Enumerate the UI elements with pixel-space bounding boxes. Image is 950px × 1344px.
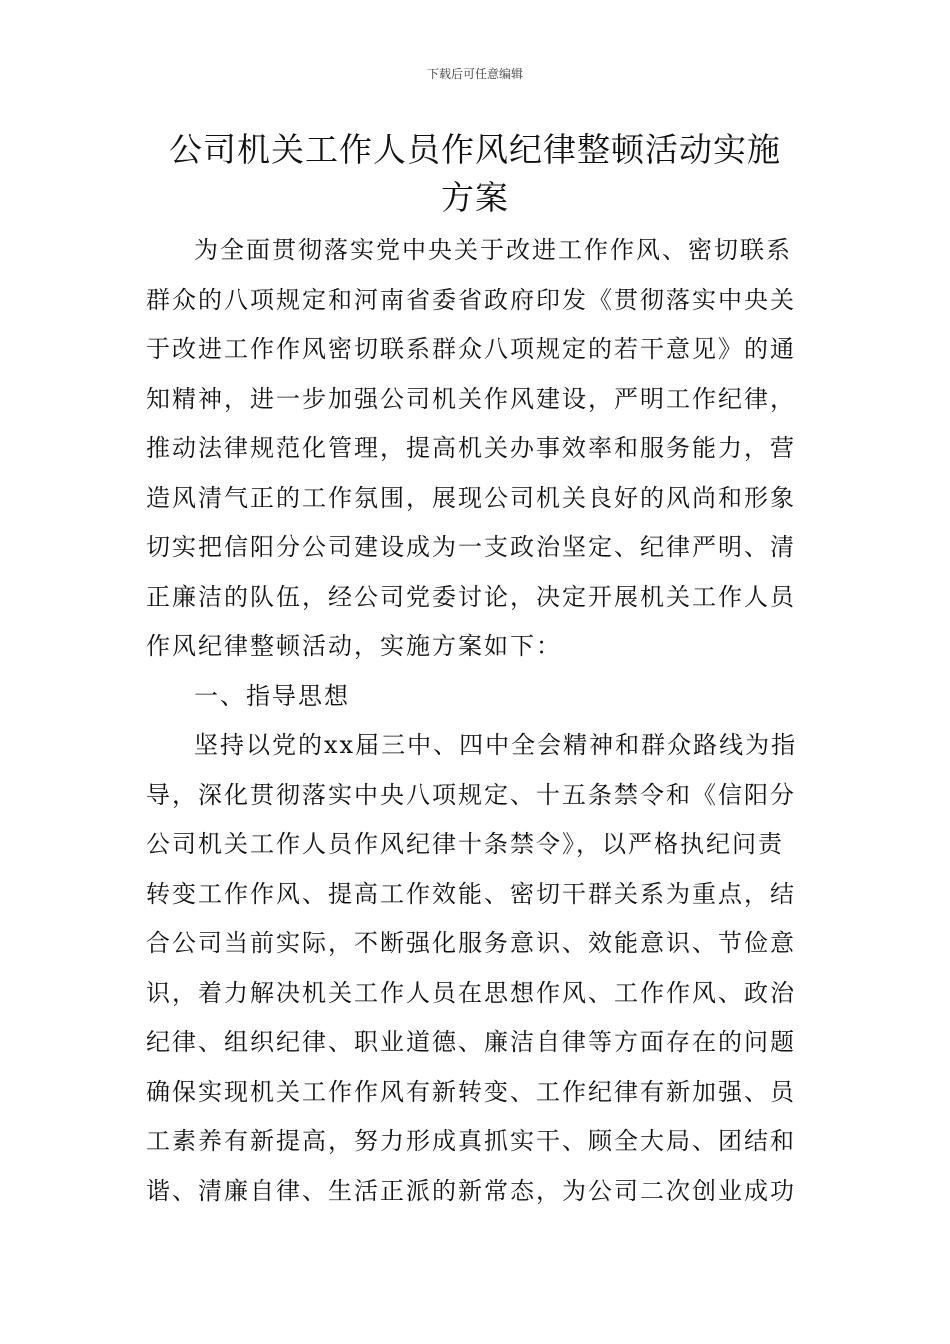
paragraph-guiding-line: 识，着力解决机关工作人员在思想作风、工作作风、政治: [146, 978, 796, 1007]
paragraph-intro-line: 切实把信阳分公司建设成为一支政治坚定、纪律严明、清: [146, 533, 796, 561]
paragraph-intro-line: 为全面贯彻落实党中央关于改进工作作风、密切联系: [194, 236, 792, 264]
paragraph-intro-line: 知精神，进一步加强公司机关作风建设，严明工作纪律，: [146, 384, 796, 413]
paragraph-intro-line: 群众的八项规定和河南省委省政府印发《贯彻落实中央关: [146, 285, 796, 314]
section-heading: 一、指导思想: [194, 681, 350, 710]
paragraph-intro-line: 作风纪律整顿活动，实施方案如下：: [146, 632, 562, 660]
document-title-line-2: 方案: [441, 178, 509, 217]
paragraph-guiding-line: 导，深化贯彻落实中央八项规定、十五条禁令和《信阳分: [146, 780, 796, 809]
paragraph-guiding-line: 公司机关工作人员作风纪律十条禁令》，以严格执纪问责: [146, 830, 784, 858]
document-title: [140, 126, 810, 222]
paragraph-intro-line: 于改进工作作风密切联系群众八项规定的若干意见》的通: [146, 335, 796, 363]
paragraph-guiding-line: 工素养有新提高，努力形成真抓实干、顾全大局、团结和: [146, 1127, 796, 1155]
paragraph-intro-line: 造风清气正的工作氛围，展现公司机关良好的风尚和形象: [146, 483, 796, 512]
paragraph-guiding-line: 谐、清廉自律、生活正派的新常态，为公司二次创业成功: [146, 1176, 796, 1205]
paragraph-intro-line: 推动法律规范化管理，提高机关办事效率和服务能力，营: [146, 434, 796, 462]
paragraph-intro-line: 正廉洁的队伍，经公司党委讨论，决定开展机关工作人员: [146, 582, 796, 611]
document-body: [146, 226, 806, 1216]
paragraph-guiding-line: 合公司当前实际，不断强化服务意识、效能意识、节俭意: [146, 929, 796, 957]
paragraph-guiding-line: 确保实现机关工作作风有新转变、工作纪律有新加强、员: [146, 1077, 796, 1106]
paragraph-guiding-line: 转变工作作风、提高工作效能、密切干群关系为重点，结: [146, 879, 796, 908]
paragraph-guiding-line: 坚持以党的xx届三中、四中全会精神和群众路线为指: [194, 731, 798, 759]
page-header-note: 下载后可任意编辑: [426, 67, 523, 81]
paragraph-guiding-line: 纪律、组织纪律、职业道德、廉洁自律等方面存在的问题: [146, 1028, 796, 1056]
document-title-line-1: 公司机关工作人员作风纪律整顿活动实施: [169, 130, 781, 169]
